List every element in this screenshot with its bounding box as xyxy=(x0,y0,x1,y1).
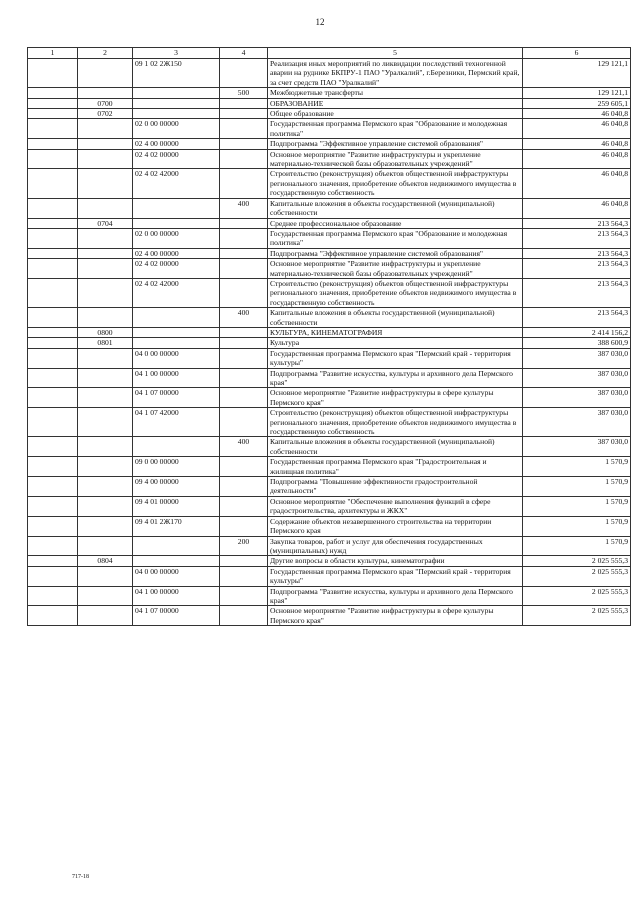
section-code-cell xyxy=(78,228,133,248)
expense-type-cell: 400 xyxy=(220,437,268,457)
table-row xyxy=(28,457,631,477)
amount-cell: 46 040,8 xyxy=(523,169,631,198)
table-row xyxy=(28,149,631,169)
section-code-cell xyxy=(78,278,133,307)
column-1-cell xyxy=(28,308,78,328)
target-code-cell xyxy=(133,198,220,218)
expense-type-cell xyxy=(220,98,268,108)
expense-type-cell xyxy=(220,119,268,139)
expense-type-cell xyxy=(220,169,268,198)
target-code-cell: 04 1 00 00000 xyxy=(133,368,220,388)
description-cell: Капитальные вложения в объекты государственной (муниципальной) собственности xyxy=(268,437,523,457)
expense-type-cell xyxy=(220,408,268,437)
table-row xyxy=(28,437,631,457)
target-code-cell xyxy=(133,536,220,556)
column-1-cell xyxy=(28,556,78,566)
column-1-cell xyxy=(28,278,78,307)
section-code-cell xyxy=(78,606,133,626)
description-cell: Основное мероприятие "Развитие инфраструктуры и укрепление материально-технической базы образовательных учреждений" xyxy=(268,149,523,169)
column-1-cell xyxy=(28,566,78,586)
table-row xyxy=(28,606,631,626)
column-1-cell xyxy=(28,388,78,408)
table-row xyxy=(28,477,631,497)
target-code-cell xyxy=(133,218,220,228)
description-cell: Основное мероприятие "Развитие инфраструктуры и укрепление материально-технической базы образовательных учреждений" xyxy=(268,259,523,279)
table-row xyxy=(28,139,631,149)
description-cell: Основное мероприятие "Развитие инфраструктуры в сфере культуры Пермского края" xyxy=(268,388,523,408)
section-code-cell xyxy=(78,149,133,169)
column-1-cell xyxy=(28,149,78,169)
description-cell: Подпрограмма "Эффективное управление системой образования" xyxy=(268,139,523,149)
description-cell: Подпрограмма "Повышение эффективности градостроительной деятельности" xyxy=(268,477,523,497)
expense-type-cell xyxy=(220,457,268,477)
description-cell: Межбюджетные трансферты xyxy=(268,88,523,98)
column-1-cell xyxy=(28,586,78,606)
target-code-cell xyxy=(133,109,220,119)
expense-type-cell xyxy=(220,109,268,119)
target-code-cell: 04 0 00 00000 xyxy=(133,566,220,586)
section-code-cell xyxy=(78,586,133,606)
target-code-cell: 02 4 00 00000 xyxy=(133,139,220,149)
amount-cell: 213 564,3 xyxy=(523,248,631,258)
column-1-cell xyxy=(28,457,78,477)
amount-cell: 387 030,0 xyxy=(523,437,631,457)
column-header-1: 1 xyxy=(28,48,78,59)
table-row xyxy=(28,496,631,516)
expense-type-cell xyxy=(220,259,268,279)
amount-cell: 2 414 156,2 xyxy=(523,327,631,337)
target-code-cell: 09 4 01 2Ж170 xyxy=(133,516,220,536)
amount-cell: 46 040,8 xyxy=(523,139,631,149)
table-row xyxy=(28,536,631,556)
expense-type-cell xyxy=(220,606,268,626)
section-code-cell: 0801 xyxy=(78,338,133,348)
section-code-cell xyxy=(78,368,133,388)
amount-cell: 2 025 555,3 xyxy=(523,556,631,566)
table-row xyxy=(28,198,631,218)
column-1-cell xyxy=(28,139,78,149)
table-row xyxy=(28,169,631,198)
amount-cell: 213 564,3 xyxy=(523,228,631,248)
expense-type-cell xyxy=(220,516,268,536)
target-code-cell xyxy=(133,338,220,348)
section-code-cell: 0702 xyxy=(78,109,133,119)
amount-cell: 213 564,3 xyxy=(523,278,631,307)
footer-code: 717-18 xyxy=(72,874,89,880)
table-row xyxy=(28,88,631,98)
description-cell: КУЛЬТУРА, КИНЕМАТОГРАФИЯ xyxy=(268,327,523,337)
section-code-cell xyxy=(78,536,133,556)
expense-type-cell: 200 xyxy=(220,536,268,556)
column-1-cell xyxy=(28,198,78,218)
description-cell: Государственная программа Пермского края "Образование и молодежная политика" xyxy=(268,119,523,139)
amount-cell: 46 040,8 xyxy=(523,109,631,119)
target-code-cell xyxy=(133,556,220,566)
amount-cell: 1 570,9 xyxy=(523,496,631,516)
table-row xyxy=(28,586,631,606)
amount-cell: 213 564,3 xyxy=(523,259,631,279)
column-1-cell xyxy=(28,477,78,497)
target-code-cell xyxy=(133,327,220,337)
column-header-2: 2 xyxy=(78,48,133,59)
column-1-cell xyxy=(28,496,78,516)
description-cell: Закупка товаров, работ и услуг для обеспечения государственных (муниципальных) нужд xyxy=(268,536,523,556)
target-code-cell: 04 1 07 42000 xyxy=(133,408,220,437)
section-code-cell xyxy=(78,457,133,477)
target-code-cell: 02 4 02 00000 xyxy=(133,149,220,169)
table-row xyxy=(28,368,631,388)
table-row xyxy=(28,248,631,258)
expense-type-cell xyxy=(220,139,268,149)
expense-type-cell xyxy=(220,228,268,248)
description-cell: Капитальные вложения в объекты государственной (муниципальной) собственности xyxy=(268,308,523,328)
expense-type-cell xyxy=(220,477,268,497)
table-row xyxy=(28,119,631,139)
amount-cell: 2 025 555,3 xyxy=(523,566,631,586)
section-code-cell xyxy=(78,408,133,437)
section-code-cell xyxy=(78,348,133,368)
page-number: 12 xyxy=(315,17,325,27)
expense-type-cell: 400 xyxy=(220,308,268,328)
section-code-cell xyxy=(78,566,133,586)
table-body xyxy=(28,59,631,626)
amount-cell: 129 121,1 xyxy=(523,59,631,88)
column-1-cell xyxy=(28,408,78,437)
expense-type-cell: 400 xyxy=(220,198,268,218)
column-1-cell xyxy=(28,59,78,88)
section-code-cell xyxy=(78,198,133,218)
column-1-cell xyxy=(28,88,78,98)
section-code-cell: 0704 xyxy=(78,218,133,228)
expense-type-cell xyxy=(220,586,268,606)
column-1-cell xyxy=(28,368,78,388)
column-1-cell xyxy=(28,348,78,368)
description-cell: Государственная программа Пермского края "Образование и молодежная политика" xyxy=(268,228,523,248)
amount-cell: 2 025 555,3 xyxy=(523,586,631,606)
expense-type-cell xyxy=(220,388,268,408)
amount-cell: 387 030,0 xyxy=(523,408,631,437)
target-code-cell: 02 0 00 00000 xyxy=(133,228,220,248)
table-row xyxy=(28,327,631,337)
description-cell: Культура xyxy=(268,338,523,348)
section-code-cell xyxy=(78,516,133,536)
column-header-3: 3 xyxy=(133,48,220,59)
column-1-cell xyxy=(28,228,78,248)
target-code-cell xyxy=(133,437,220,457)
target-code-cell: 02 0 00 00000 xyxy=(133,119,220,139)
section-code-cell xyxy=(78,119,133,139)
column-header-6: 6 xyxy=(523,48,631,59)
amount-cell: 213 564,3 xyxy=(523,308,631,328)
expense-type-cell xyxy=(220,327,268,337)
target-code-cell xyxy=(133,308,220,328)
description-cell: Капитальные вложения в объекты государственной (муниципальной) собственности xyxy=(268,198,523,218)
target-code-cell: 09 4 00 00000 xyxy=(133,477,220,497)
target-code-cell: 02 4 02 42000 xyxy=(133,169,220,198)
column-1-cell xyxy=(28,119,78,139)
expense-type-cell xyxy=(220,248,268,258)
description-cell: Государственная программа Пермского края "Градостроительная и жилищная политика" xyxy=(268,457,523,477)
description-cell: Строительство (реконструкция) объектов общественной инфраструктуры регионального значения, приобретение объектов недвижимого имущества в государственную собственность xyxy=(268,169,523,198)
section-code-cell xyxy=(78,88,133,98)
amount-cell: 46 040,8 xyxy=(523,149,631,169)
section-code-cell xyxy=(78,259,133,279)
column-1-cell xyxy=(28,259,78,279)
description-cell: Строительство (реконструкция) объектов общественной инфраструктуры регионального значения, приобретение объектов недвижимого имущества в государственную собственность xyxy=(268,278,523,307)
description-cell: ОБРАЗОВАНИЕ xyxy=(268,98,523,108)
section-code-cell xyxy=(78,139,133,149)
amount-cell: 1 570,9 xyxy=(523,457,631,477)
target-code-cell: 04 0 00 00000 xyxy=(133,348,220,368)
expense-type-cell xyxy=(220,368,268,388)
section-code-cell xyxy=(78,388,133,408)
table-row xyxy=(28,408,631,437)
description-cell: Строительство (реконструкция) объектов общественной инфраструктуры регионального значения, приобретение объектов недвижимого имущества в государственную собственность xyxy=(268,408,523,437)
column-1-cell xyxy=(28,98,78,108)
section-code-cell xyxy=(78,437,133,457)
column-header-4: 4 xyxy=(220,48,268,59)
column-1-cell xyxy=(28,169,78,198)
expense-type-cell xyxy=(220,59,268,88)
table-row xyxy=(28,218,631,228)
column-1-cell xyxy=(28,437,78,457)
amount-cell: 2 025 555,3 xyxy=(523,606,631,626)
target-code-cell: 09 1 02 2Ж150 xyxy=(133,59,220,88)
header-row xyxy=(28,48,631,59)
amount-cell: 388 600,9 xyxy=(523,338,631,348)
section-code-cell xyxy=(78,59,133,88)
section-code-cell xyxy=(78,477,133,497)
amount-cell: 259 605,1 xyxy=(523,98,631,108)
description-cell: Общее образование xyxy=(268,109,523,119)
expense-type-cell xyxy=(220,338,268,348)
description-cell: Другие вопросы в области культуры, кинематографии xyxy=(268,556,523,566)
amount-cell: 213 564,3 xyxy=(523,218,631,228)
column-1-cell xyxy=(28,327,78,337)
expense-type-cell xyxy=(220,556,268,566)
expense-type-cell xyxy=(220,278,268,307)
table-row xyxy=(28,308,631,328)
target-code-cell: 09 4 01 00000 xyxy=(133,496,220,516)
table-row xyxy=(28,259,631,279)
description-cell: Подпрограмма "Развитие искусства, культуры и архивного дела Пермского края" xyxy=(268,368,523,388)
description-cell: Содержание объектов незавершенного строительства на территории Пермского края xyxy=(268,516,523,536)
section-code-cell xyxy=(78,496,133,516)
description-cell: Подпрограмма "Эффективное управление системой образования" xyxy=(268,248,523,258)
target-code-cell: 04 1 07 00000 xyxy=(133,606,220,626)
target-code-cell xyxy=(133,88,220,98)
table-row xyxy=(28,348,631,368)
section-code-cell xyxy=(78,308,133,328)
target-code-cell: 09 0 00 00000 xyxy=(133,457,220,477)
amount-cell: 46 040,8 xyxy=(523,119,631,139)
table-row xyxy=(28,278,631,307)
expense-type-cell xyxy=(220,348,268,368)
column-1-cell xyxy=(28,516,78,536)
target-code-cell: 02 4 02 00000 xyxy=(133,259,220,279)
expense-type-cell xyxy=(220,149,268,169)
description-cell: Государственная программа Пермского края "Пермский край - территория культуры" xyxy=(268,566,523,586)
column-1-cell xyxy=(28,109,78,119)
target-code-cell: 02 4 00 00000 xyxy=(133,248,220,258)
section-code-cell: 0804 xyxy=(78,556,133,566)
amount-cell: 1 570,9 xyxy=(523,536,631,556)
table-row xyxy=(28,556,631,566)
expense-type-cell xyxy=(220,496,268,516)
description-cell: Государственная программа Пермского края "Пермский край - территория культуры" xyxy=(268,348,523,368)
amount-cell: 46 040,8 xyxy=(523,198,631,218)
table-row xyxy=(28,388,631,408)
table-row xyxy=(28,516,631,536)
target-code-cell xyxy=(133,98,220,108)
table-row xyxy=(28,228,631,248)
expense-type-cell: 500 xyxy=(220,88,268,98)
table-row xyxy=(28,109,631,119)
amount-cell: 129 121,1 xyxy=(523,88,631,98)
budget-table xyxy=(27,47,631,626)
amount-cell: 387 030,0 xyxy=(523,388,631,408)
column-1-cell xyxy=(28,536,78,556)
column-1-cell xyxy=(28,606,78,626)
table-row xyxy=(28,98,631,108)
section-code-cell: 0700 xyxy=(78,98,133,108)
section-code-cell: 0800 xyxy=(78,327,133,337)
section-code-cell xyxy=(78,248,133,258)
target-code-cell: 04 1 07 00000 xyxy=(133,388,220,408)
expense-type-cell xyxy=(220,218,268,228)
description-cell: Подпрограмма "Развитие искусства, культуры и архивного дела Пермского края" xyxy=(268,586,523,606)
column-1-cell xyxy=(28,218,78,228)
expense-type-cell xyxy=(220,566,268,586)
column-1-cell xyxy=(28,338,78,348)
table-row xyxy=(28,566,631,586)
description-cell: Реализация иных мероприятий по ликвидации последствий техногенной аварии на руднике БКПРУ-1 ПАО "Уралкалий", г.Березники, Пермский край, за счет средств ПАО "Уралкалий" xyxy=(268,59,523,88)
section-code-cell xyxy=(78,169,133,198)
amount-cell: 1 570,9 xyxy=(523,516,631,536)
target-code-cell: 04 1 00 00000 xyxy=(133,586,220,606)
column-header-5: 5 xyxy=(268,48,523,59)
table-row xyxy=(28,59,631,88)
description-cell: Основное мероприятие "Обеспечение выполнения функций в сфере градостроительства, архитектуры и ЖКХ" xyxy=(268,496,523,516)
amount-cell: 387 030,0 xyxy=(523,368,631,388)
amount-cell: 1 570,9 xyxy=(523,477,631,497)
table-row xyxy=(28,338,631,348)
amount-cell: 387 030,0 xyxy=(523,348,631,368)
column-1-cell xyxy=(28,248,78,258)
target-code-cell: 02 4 02 42000 xyxy=(133,278,220,307)
description-cell: Среднее профессиональное образование xyxy=(268,218,523,228)
description-cell: Основное мероприятие "Развитие инфраструктуры в сфере культуры Пермского края" xyxy=(268,606,523,626)
